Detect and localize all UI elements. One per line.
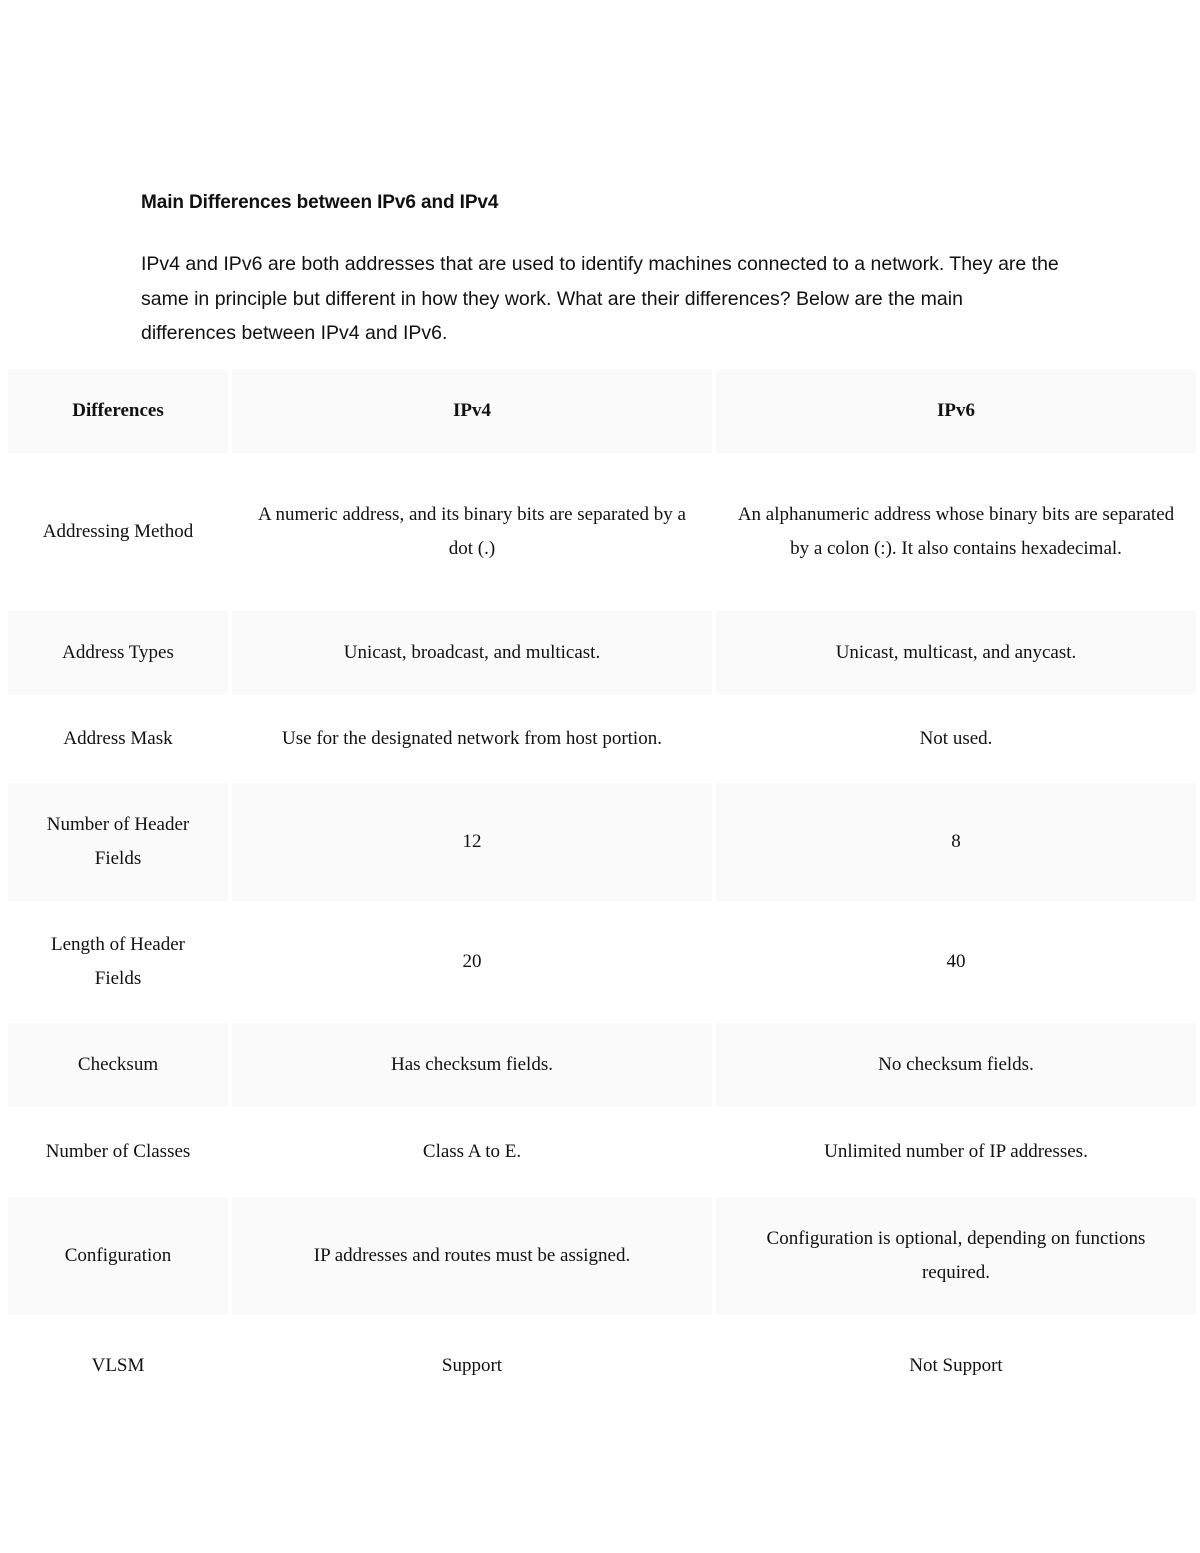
ipv4-cell: Support <box>232 1315 712 1417</box>
ipv6-cell: An alphanumeric address whose binary bits are separated by a colon (:). It also contains hexadecimal. <box>716 453 1196 611</box>
row-label-cell: Configuration <box>8 1197 228 1315</box>
ipv4-cell: 12 <box>232 783 712 901</box>
row-label-cell: Checksum <box>8 1023 228 1107</box>
intro-paragraph: IPv4 and IPv6 are both addresses that are used to identify machines connected to a network. They are the same in principle but different in how they work. What are their differences? Below are the main differences between IPv4 and IPv6. <box>141 253 1059 344</box>
row-label-cell: Number of Header Fields <box>8 783 228 901</box>
column-header-differences: Differences <box>8 369 228 453</box>
ipv6-cell: Unlimited number of IP addresses. <box>716 1107 1196 1197</box>
ipv4-cell: Use for the designated network from host portion. <box>232 695 712 783</box>
table-row <box>8 901 1196 1023</box>
intro-section <box>141 188 1061 351</box>
table-row <box>8 695 1196 783</box>
column-header-ipv6: IPv6 <box>716 369 1196 453</box>
ipv4-cell: Class A to E. <box>232 1107 712 1197</box>
table-row <box>8 1107 1196 1197</box>
differences-table <box>4 369 1200 1417</box>
row-label-cell: Length of Header Fields <box>8 901 228 1023</box>
ipv4-cell: IP addresses and routes must be assigned. <box>232 1197 712 1315</box>
row-label-cell: Addressing Method <box>8 453 228 611</box>
table-row <box>8 611 1196 695</box>
table-row <box>8 1315 1196 1417</box>
ipv6-cell: Not Support <box>716 1315 1196 1417</box>
page-title: Main Differences between IPv6 and IPv4 <box>141 192 499 213</box>
table-row <box>8 453 1196 611</box>
ipv4-cell: Has checksum fields. <box>232 1023 712 1107</box>
ipv6-cell: No checksum fields. <box>716 1023 1196 1107</box>
ipv6-cell: Unicast, multicast, and anycast. <box>716 611 1196 695</box>
ipv6-cell: 40 <box>716 901 1196 1023</box>
ipv6-cell: 8 <box>716 783 1196 901</box>
row-label-cell: VLSM <box>8 1315 228 1417</box>
ipv4-cell: A numeric address, and its binary bits are separated by a dot (.) <box>232 453 712 611</box>
column-header-ipv4: IPv4 <box>232 369 712 453</box>
table-row <box>8 1023 1196 1107</box>
table-row <box>8 1197 1196 1315</box>
ipv4-cell: Unicast, broadcast, and multicast. <box>232 611 712 695</box>
row-label-cell: Address Mask <box>8 695 228 783</box>
ipv6-cell: Not used. <box>716 695 1196 783</box>
table-row <box>8 783 1196 901</box>
ipv4-cell: 20 <box>232 901 712 1023</box>
ipv6-cell: Configuration is optional, depending on functions required. <box>716 1197 1196 1315</box>
row-label-cell: Address Types <box>8 611 228 695</box>
row-label-cell: Number of Classes <box>8 1107 228 1197</box>
table-header-row <box>8 369 1196 453</box>
